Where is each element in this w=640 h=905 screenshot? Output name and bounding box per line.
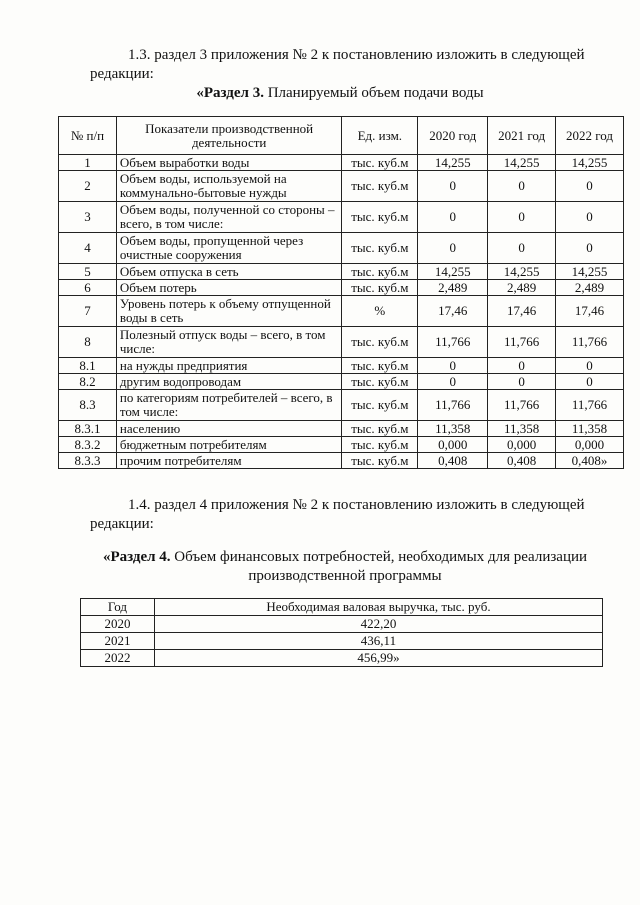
row-unit: тыс. куб.м (342, 453, 418, 469)
table-row (59, 421, 624, 437)
financial-needs-table (80, 598, 603, 667)
row-value-2021: 0,408 (488, 453, 556, 469)
row-unit: тыс. куб.м (342, 280, 418, 296)
table-header-row (81, 599, 603, 616)
row-value-2021: 11,358 (488, 421, 556, 437)
row-value-2021: 11,766 (488, 327, 556, 358)
header-2022: 2022 год (556, 117, 624, 155)
item-1-3-paragraph (90, 46, 610, 84)
row-indicator: Объем потерь (116, 280, 342, 296)
item-1-4-line1: 1.4. раздел 4 приложения № 2 к постановлению изложить в следующей (128, 497, 585, 513)
item-1-4-line2: редакции: (90, 516, 154, 532)
table-row (59, 437, 624, 453)
row-year: 2020 (81, 616, 155, 633)
row-value-2021: 0,000 (488, 437, 556, 453)
row-value-2020: 0 (418, 233, 488, 264)
row-number: 6 (59, 280, 117, 296)
table-row (59, 155, 624, 171)
table-row (59, 453, 624, 469)
row-value-2022: 0 (556, 233, 624, 264)
item-1-3-line1: 1.3. раздел 3 приложения № 2 к постановлению изложить в следующей (128, 47, 585, 63)
row-indicator: бюджетным потребителям (116, 437, 342, 453)
row-revenue: 456,99» (154, 650, 602, 667)
header-year: Год (81, 599, 155, 616)
row-value-2021: 17,46 (488, 296, 556, 327)
header-unit: Ед. изм. (342, 117, 418, 155)
row-number: 8.3 (59, 390, 117, 421)
row-value-2020: 0 (418, 358, 488, 374)
row-number: 5 (59, 264, 117, 280)
row-value-2022: 0 (556, 171, 624, 202)
section-3-heading: Планируемый объем подачи воды (263, 85, 484, 101)
row-indicator: населению (116, 421, 342, 437)
row-unit: тыс. куб.м (342, 264, 418, 280)
table-row (81, 616, 603, 633)
row-value-2020: 0 (418, 171, 488, 202)
water-supply-table (58, 116, 624, 469)
row-indicator: Объем выработки воды (116, 155, 342, 171)
header-indicator: Показатели производственной деятельности (116, 117, 342, 155)
row-value-2022: 2,489 (556, 280, 624, 296)
row-unit: % (342, 296, 418, 327)
row-indicator: прочим потребителям (116, 453, 342, 469)
item-1-4-paragraph (90, 496, 610, 534)
row-value-2022: 14,255 (556, 155, 624, 171)
row-value-2022: 0 (556, 202, 624, 233)
row-unit: тыс. куб.м (342, 374, 418, 390)
table-header-row (59, 117, 624, 155)
row-indicator: Объем воды, используемой на коммунально-бытовые нужды (116, 171, 342, 202)
row-unit: тыс. куб.м (342, 421, 418, 437)
row-number: 1 (59, 155, 117, 171)
row-number: 8.3.2 (59, 437, 117, 453)
header-2020: 2020 год (418, 117, 488, 155)
row-indicator: Уровень потерь к объему отпущенной воды в сеть (116, 296, 342, 327)
row-value-2020: 0,000 (418, 437, 488, 453)
section-4-heading: Объем финансовых потребностей, необходимых для реализации (170, 549, 588, 565)
row-value-2021: 0 (488, 358, 556, 374)
row-number: 7 (59, 296, 117, 327)
row-value-2022: 0 (556, 358, 624, 374)
row-value-2021: 11,766 (488, 390, 556, 421)
table-row (59, 358, 624, 374)
row-indicator: Полезный отпуск воды – всего, в том числе: (116, 327, 342, 358)
table-row (59, 202, 624, 233)
row-unit: тыс. куб.м (342, 233, 418, 264)
row-indicator: на нужды предприятия (116, 358, 342, 374)
row-year: 2022 (81, 650, 155, 667)
row-unit: тыс. куб.м (342, 171, 418, 202)
row-unit: тыс. куб.м (342, 358, 418, 374)
row-value-2022: 11,358 (556, 421, 624, 437)
row-value-2020: 0,408 (418, 453, 488, 469)
row-value-2020: 11,766 (418, 390, 488, 421)
row-indicator: Объем воды, полученной со стороны – всего, в том числе: (116, 202, 342, 233)
row-value-2020: 2,489 (418, 280, 488, 296)
row-indicator: по категориям потребителей – всего, в том числе: (116, 390, 342, 421)
row-value-2021: 2,489 (488, 280, 556, 296)
row-value-2020: 14,255 (418, 155, 488, 171)
row-value-2022: 11,766 (556, 390, 624, 421)
row-value-2021: 0 (488, 233, 556, 264)
row-value-2020: 14,255 (418, 264, 488, 280)
section-4-title (90, 548, 600, 586)
section-4-heading-line2: производственной программы (248, 568, 442, 584)
row-unit: тыс. куб.м (342, 202, 418, 233)
table-row (59, 390, 624, 421)
row-value-2021: 0 (488, 202, 556, 233)
row-value-2022: 0,408» (556, 453, 624, 469)
row-number: 8.2 (59, 374, 117, 390)
table-row (59, 296, 624, 327)
row-unit: тыс. куб.м (342, 437, 418, 453)
row-value-2021: 0 (488, 374, 556, 390)
row-number: 8.3.3 (59, 453, 117, 469)
row-indicator: Объем воды, пропущенной через очистные сооружения (116, 233, 342, 264)
row-unit: тыс. куб.м (342, 327, 418, 358)
row-number: 4 (59, 233, 117, 264)
row-number: 3 (59, 202, 117, 233)
row-value-2020: 0 (418, 202, 488, 233)
row-value-2021: 14,255 (488, 264, 556, 280)
item-1-3-line2: редакции: (90, 66, 154, 82)
section-4-label: «Раздел 4. (102, 549, 171, 565)
header-2021: 2021 год (488, 117, 556, 155)
row-number: 8 (59, 327, 117, 358)
row-year: 2021 (81, 633, 155, 650)
table-row (81, 633, 603, 650)
row-indicator: другим водопроводам (116, 374, 342, 390)
row-revenue: 436,11 (154, 633, 602, 650)
row-value-2022: 0 (556, 374, 624, 390)
row-unit: тыс. куб.м (342, 390, 418, 421)
header-num: № п/п (59, 117, 117, 155)
table-row (59, 264, 624, 280)
row-value-2021: 0 (488, 171, 556, 202)
table-row (81, 650, 603, 667)
row-number: 8.1 (59, 358, 117, 374)
section-3-label: «Раздел 3. (196, 85, 264, 101)
row-value-2022: 0,000 (556, 437, 624, 453)
row-number: 2 (59, 171, 117, 202)
table-row (59, 171, 624, 202)
row-indicator: Объем отпуска в сеть (116, 264, 342, 280)
row-value-2021: 14,255 (488, 155, 556, 171)
table-row (59, 327, 624, 358)
table-row (59, 374, 624, 390)
table-row (59, 280, 624, 296)
row-value-2020: 11,766 (418, 327, 488, 358)
row-number: 8.3.1 (59, 421, 117, 437)
row-value-2022: 17,46 (556, 296, 624, 327)
row-value-2020: 11,358 (418, 421, 488, 437)
row-value-2022: 14,255 (556, 264, 624, 280)
header-revenue: Необходимая валовая выручка, тыс. руб. (154, 599, 602, 616)
row-value-2022: 11,766 (556, 327, 624, 358)
row-revenue: 422,20 (154, 616, 602, 633)
table-row (59, 233, 624, 264)
row-unit: тыс. куб.м (342, 155, 418, 171)
section-3-title (100, 84, 580, 103)
row-value-2020: 17,46 (418, 296, 488, 327)
row-value-2020: 0 (418, 374, 488, 390)
